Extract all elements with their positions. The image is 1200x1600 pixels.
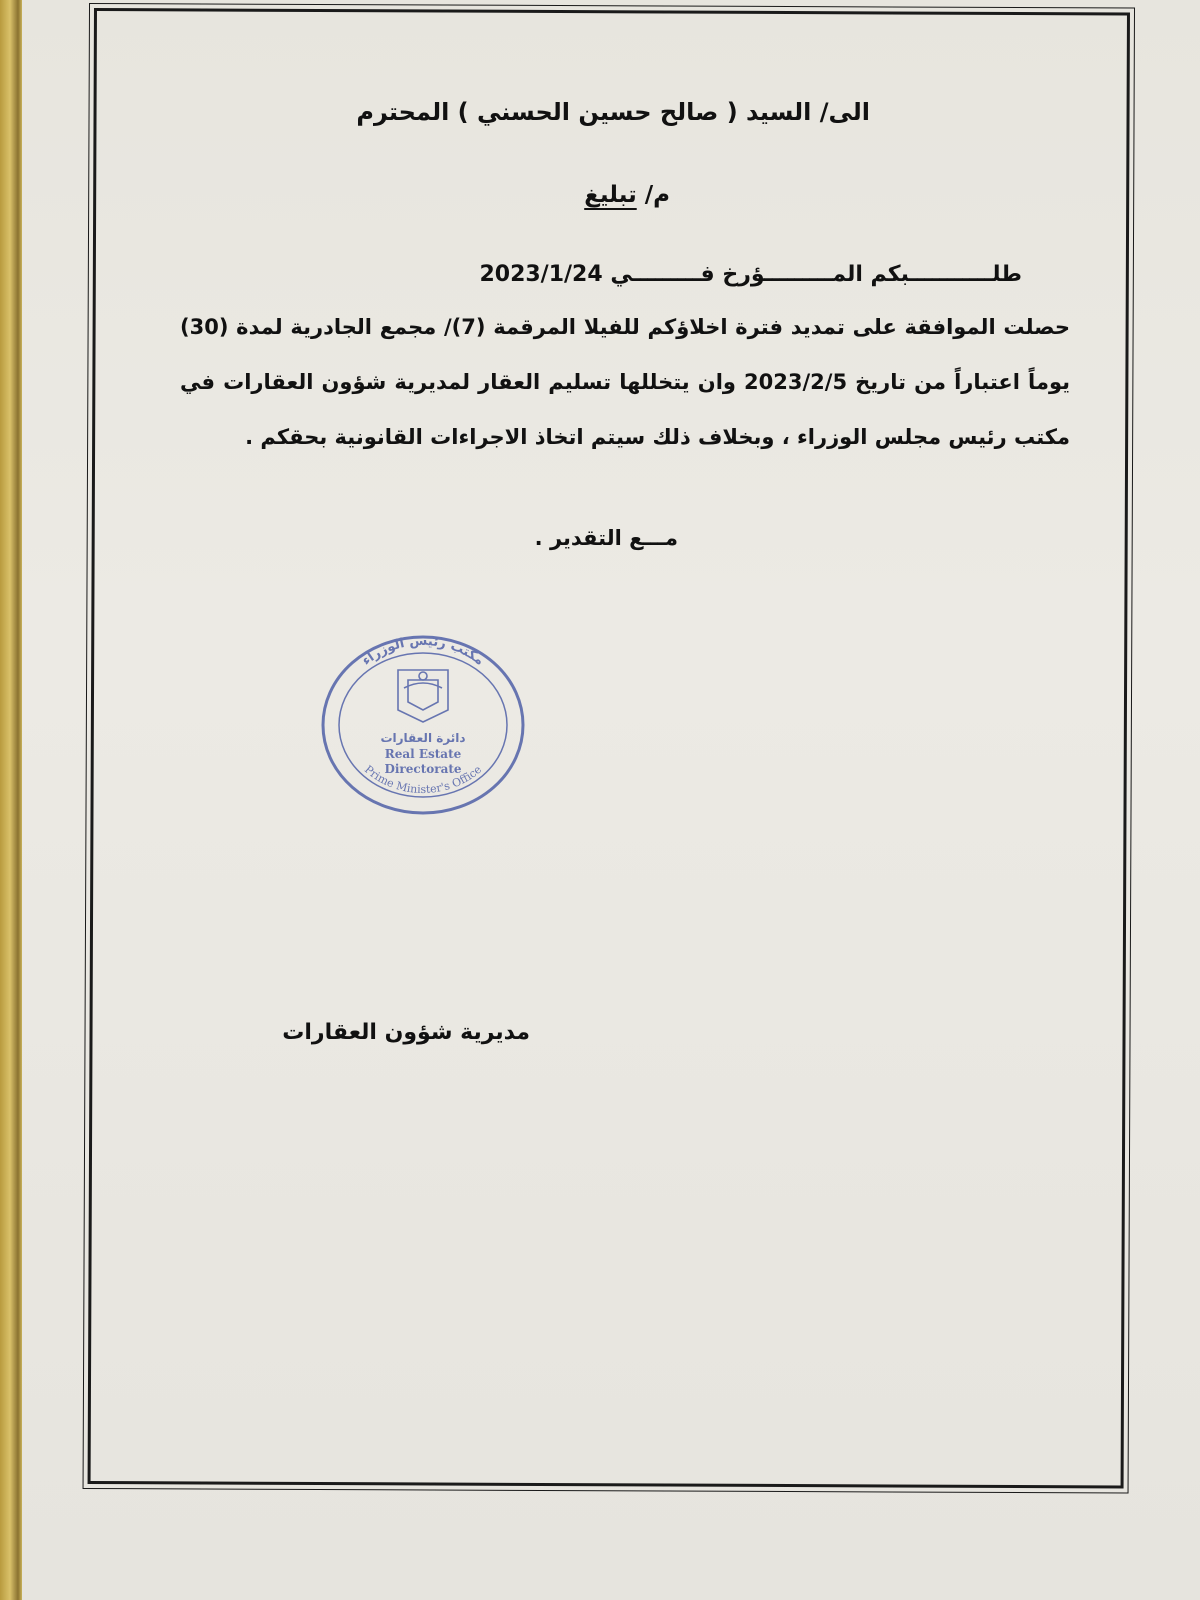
eagle-emblem-icon: [398, 670, 448, 722]
official-stamp: [308, 630, 538, 820]
document-border: [88, 8, 1130, 1489]
recipient-line: الى/ السيد ( صالح حسين الحسني ) المحترم: [356, 98, 870, 126]
stamp-en-line2: Directorate: [384, 762, 462, 776]
closing-line: مـــع التقدير .: [534, 526, 678, 550]
signature-line: مديرية شؤون العقارات: [282, 1020, 530, 1045]
subject-prefix: م/: [644, 182, 670, 208]
subject-line: [584, 182, 670, 208]
letter-body: حصلت الموافقة على تمديد فترة اخلاؤكم للفيلا المرقمة (7)/ مجمع الجادرية لمدة (30) يوماً اعتباراً من تاريخ 2023/2/5 وان يتخللها تسليم العقار لمديرية شؤون العقارات في مكتب رئيس مجلس الوزراء ، وبخلاف ذلك سيتم اتخاذ الاجراءات القانونية بحقكم .: [180, 315, 1070, 449]
reference-line: طلـــــــــــبكم المـــــــــؤرخ فـــــــــي 2023/1/24: [479, 262, 1022, 287]
stamp-ar-line: دائرة العقارات: [380, 731, 466, 745]
subject-title: تبليغ: [584, 182, 637, 208]
paper-sheet: [22, 0, 1200, 1600]
stamp-top-text: مكتب رئيس الوزراء: [359, 633, 487, 669]
stamp-bottom-text: Prime Minister's Office: [361, 762, 485, 796]
stamp-en-line1: Real Estate: [384, 747, 462, 761]
